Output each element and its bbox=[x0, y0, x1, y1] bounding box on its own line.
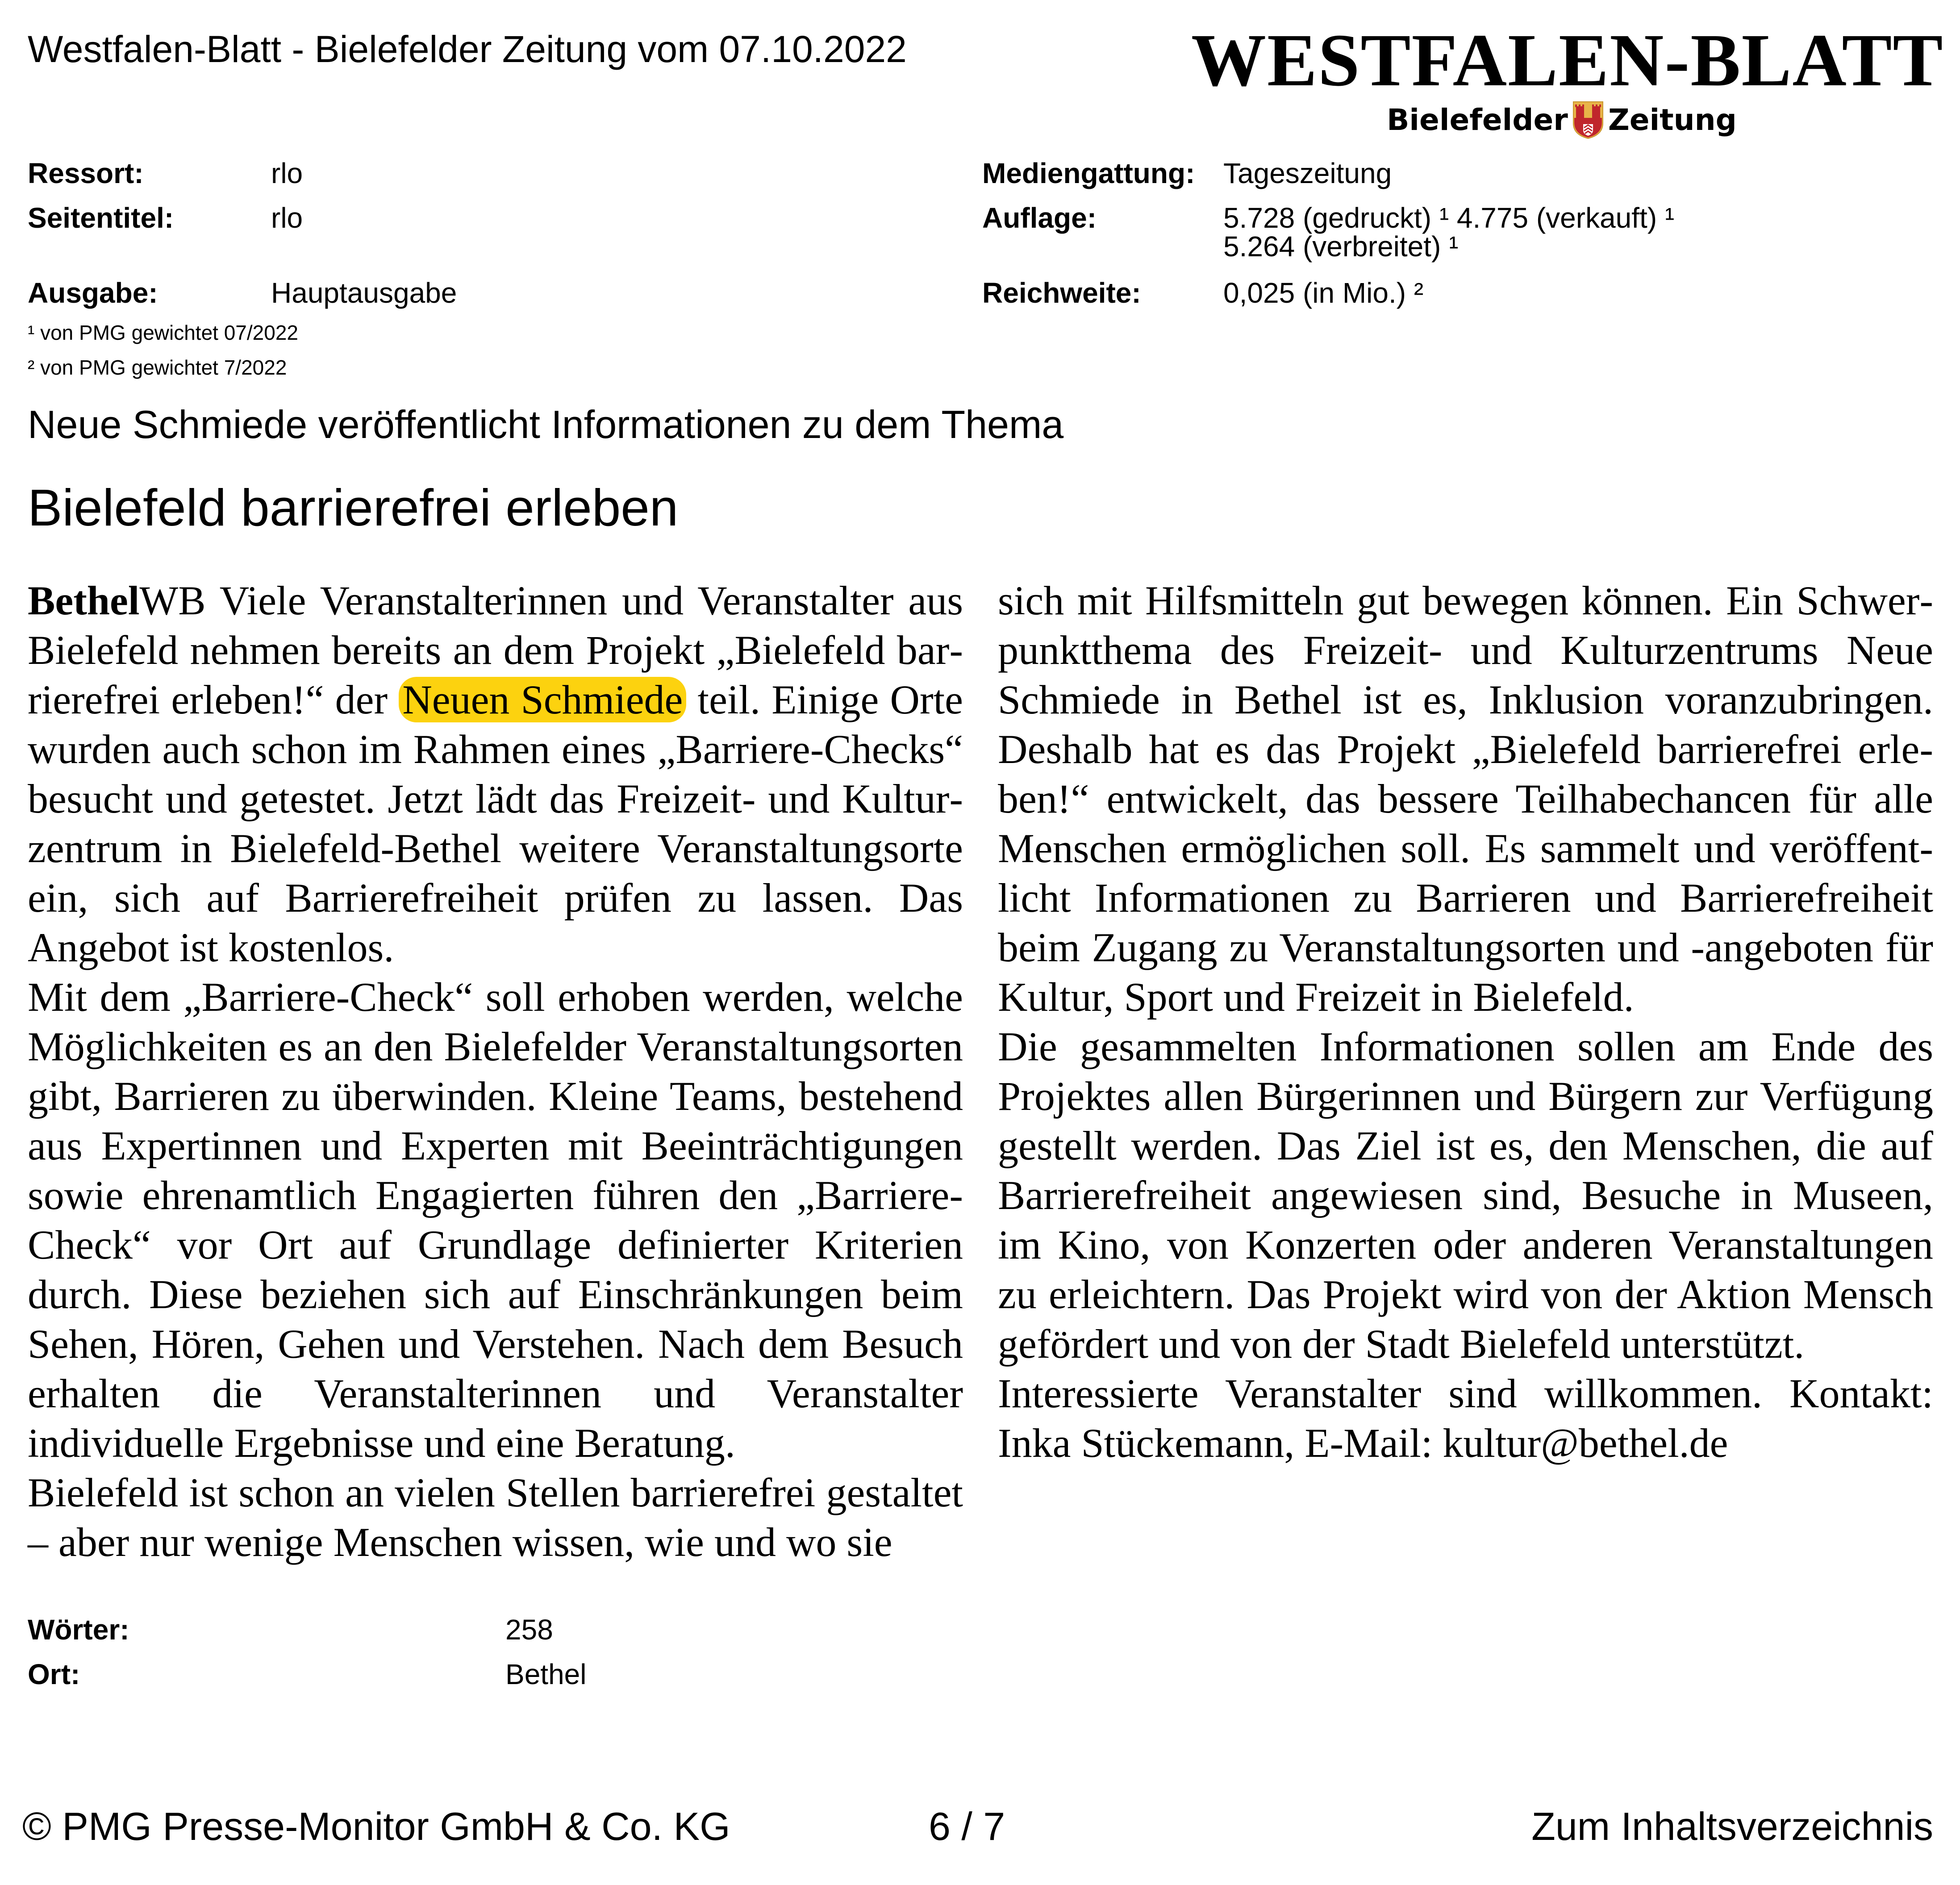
article-column-right bbox=[998, 576, 1933, 1468]
footer-page-indicator: 6 / 7 bbox=[929, 1804, 1005, 1848]
article-stats bbox=[28, 1607, 653, 1697]
meta-label-reichweite: Reichweite: bbox=[982, 277, 1141, 309]
footer-copyright: © PMG Presse-Monitor GmbH & Co. KG bbox=[22, 1804, 730, 1848]
stats-label-location: Ort: bbox=[28, 1658, 80, 1690]
article-paragraph: Die gesammelten Informationen sollen am Ende des Projektes allen Bürgerinnen und Bürgern zur Verfügung gestellt werden. Das Ziel ist es, den Menschen, die auf Barrierefreiheit angewiesen sind, Besuche in Museen, im Kino, von Konzerten oder anderen Veranstaltungen zu erleichtern. Das Projekt wird von der Aktion Mensch gefördert und von der Stadt Bielefeld unterstützt. bbox=[998, 1024, 1933, 1367]
table-of-contents-link[interactable]: Zum Inhaltsverzeichnis bbox=[1531, 1804, 1933, 1848]
meta-value-seitentitel: rlo bbox=[271, 202, 303, 234]
article-column-left bbox=[28, 576, 963, 1567]
article-paragraph: Mit dem „Barriere-Check“ soll erhoben werden, welche Möglichkeiten es an den Bielefelder Veranstaltungsorten gibt, Barrieren zu überwinden. Kleine Teams, bestehend aus Expertinnen und Experten mit Beeinträchtigungen sowie ehrenamtlich Engagierten führen den „Barriere-Check“ vor Ort auf Grundlage definierter Kriterien durch. Diese beziehen sich auf Einschränkungen beim Sehen, Hören, Gehen und Verstehen. Nach dem Besuch erhalten die Veranstalterinnen und Veranstalter individuelle Ergebnisse und eine Beratung. bbox=[28, 974, 963, 1466]
stats-value-location: Bethel bbox=[505, 1658, 587, 1690]
footnote-1: ¹ von PMG gewichtet 07/2022 bbox=[28, 321, 298, 344]
footnote-2: ² von PMG gewichtet 7/2022 bbox=[28, 356, 287, 379]
masthead-subtitle bbox=[1191, 101, 1932, 139]
article-paragraph bbox=[28, 576, 963, 972]
article-paragraph: sich mit Hilfsmitteln gut bewegen können. Ein Schwerpunktthema des Freizeit- und Kulturzentrums Neue Schmiede in Bethel ist es, Inklusion voranzubringen. Deshalb hat es das Projekt „Bielefeld barrierefrei erleben!“ entwickelt, das bessere Teilhabechancen für alle Menschen ermöglichen soll. Es sammelt und veröffentlicht Informationen zu Barrieren und Barrierefreiheit beim Zugang zu Veranstaltungsorten und -angeboten für Kultur, Sport und Freizeit in Bielefeld. bbox=[998, 578, 1933, 1020]
article-text: teil. Einige Orte wurden auch schon im Rahmen eines „Barriere-Checks“ besucht und getestet. Jetzt lädt das Freizeit- und Kulturzentrum in Bielefeld-Bethel weitere Veranstaltungsorte ein, sich auf Barrierefreiheit prüfen zu lassen. Das Angebot ist kostenlos. bbox=[28, 677, 963, 970]
article-kicker: Neue Schmiede veröffentlicht Informationen zu dem Thema bbox=[28, 402, 1064, 446]
stats-row-words bbox=[28, 1607, 653, 1652]
meta-label-ressort: Ressort: bbox=[28, 157, 144, 189]
masthead-subtitle-right: Zeitung bbox=[1608, 103, 1737, 137]
meta-value-ressort: rlo bbox=[271, 157, 303, 189]
stats-value-words: 258 bbox=[505, 1614, 553, 1646]
article-headline: Bielefeld barrierefrei erleben bbox=[28, 479, 679, 537]
meta-value-ausgabe: Hauptausgabe bbox=[271, 277, 457, 309]
search-term-highlight: Neuen Schmiede bbox=[399, 677, 686, 722]
masthead-subtitle-left: Bielefelder bbox=[1387, 103, 1568, 137]
article-paragraph: Bielefeld ist schon an vielen Stellen barrierefrei gestaltet – aber nur wenige Menschen wissen, wie und wo sie bbox=[28, 1470, 963, 1565]
article-paragraph: Interessierte Veranstalter sind willkommen. Kontakt: Inka Stückemann, E-Mail: kultur@bethel.de bbox=[998, 1371, 1933, 1466]
meta-value-auflage-line2: 5.264 (verbreitet) ¹ bbox=[1223, 230, 1459, 263]
meta-value-mediengattung: Tageszeitung bbox=[1223, 157, 1392, 189]
bielefeld-coat-of-arms-icon bbox=[1572, 101, 1604, 139]
meta-value-auflage-line1: 5.728 (gedruckt) ¹ 4.775 (verkauft) ¹ bbox=[1223, 202, 1675, 234]
meta-label-mediengattung: Mediengattung: bbox=[982, 157, 1195, 189]
meta-value-reichweite: 0,025 (in Mio.) ² bbox=[1223, 277, 1424, 309]
stats-label-words: Wörter: bbox=[28, 1614, 129, 1646]
meta-label-auflage: Auflage: bbox=[982, 202, 1097, 234]
meta-label-ausgabe: Ausgabe: bbox=[28, 277, 158, 309]
document-source-line: Westfalen-Blatt - Bielefelder Zeitung vom 07.10.2022 bbox=[28, 28, 907, 70]
meta-label-seitentitel: Seitentitel: bbox=[28, 202, 174, 234]
article-text: WB Viele Veranstalterinnen und Veranstalter aus Bielefeld nehmen bereits an dem Projekt „Bielefeld barrierefrei erleben!“ der bbox=[28, 578, 963, 722]
stats-row-location bbox=[28, 1652, 653, 1697]
masthead-title: WESTFALEN-BLATT bbox=[1191, 19, 1944, 102]
newspaper-masthead bbox=[1191, 19, 1944, 139]
article-dateline: Bethel bbox=[28, 578, 140, 623]
